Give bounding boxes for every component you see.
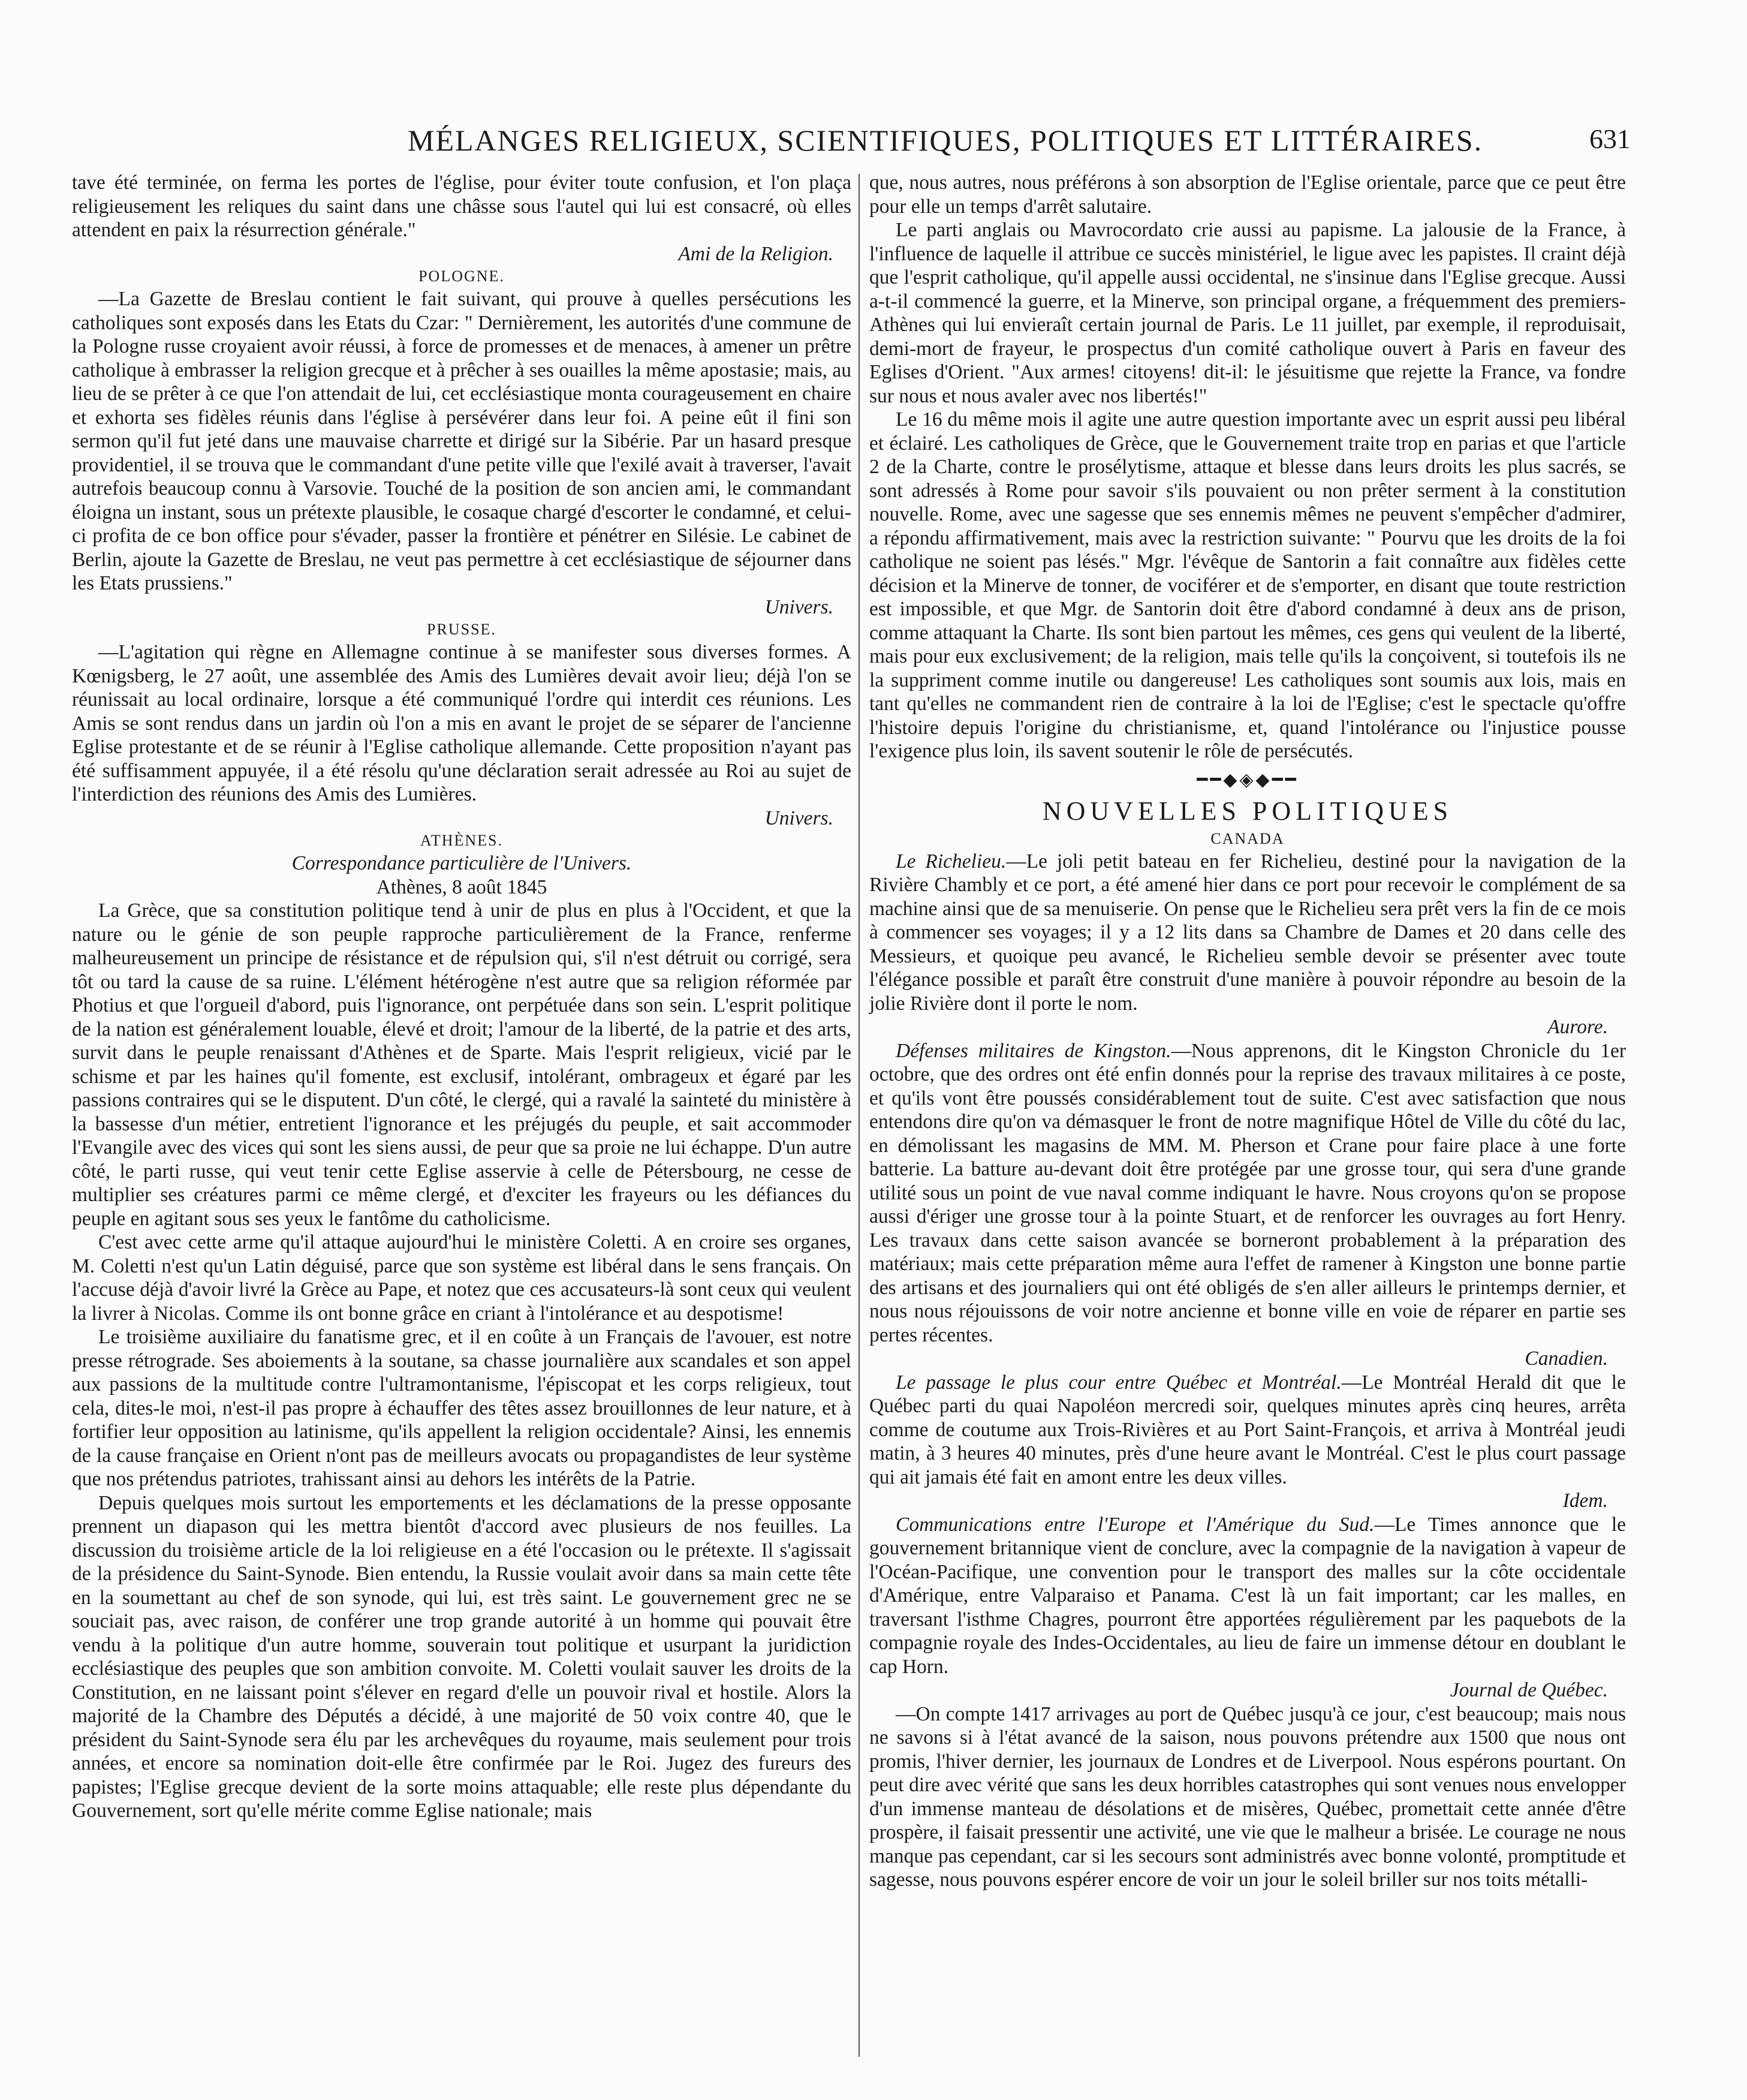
article-paragraph: —La Gazette de Breslau contient le fait suivant, qui prouve à quelles persécutions les catholiques sont exposés dans les Etats du Czar: " Dernièrement, les autorités d'une commune de la Pologne russe croyaient avoir réussi, à force de promesses et de menaces, à amener un prêtre catholique à embrasser la religion grecque et à prêcher à ses ouailles la même apostasie; mais, au lieu de se prêter à ce que l'on attendait de lui, cet ecclésiastique monta courageusement en chaire et exhorta ses fidèles réunis dans l'église à persévérer dans leur foi. A peine eût il fini son sermon qu'il fut jeté dans une mauvaise charrette et dirigé sur la Sibérie. Par un hasard presque providentiel, il se trouva que le commandant d'une petite ville que l'exilé avait à traverser, l'avait autrefois beaucoup connu à Varsovie. Touché de la position de son ancien ami, le commandant éloigna un instant, sous un prétexte plausible, le cosaque chargé d'escorter le condamné, et celui-ci profita de ce bon office pour s'évader, passer la frontière et pénétrer en Silésie. Le cabinet de Berlin, ajoute la Gazette de Breslau, ne veut pas permettre à cet ecclésiastique de séjourner dans les Etats prussiens." [72, 288, 851, 594]
source-credit: Idem. [1562, 1490, 1608, 1512]
section-heading-athenes: ATHÈNES. [420, 832, 504, 849]
source-credit: Univers. [764, 595, 833, 618]
article-body: —Nous apprenons, dit le Kingston Chronicle du 1er octobre, que des ordres ont été enfin donnés pour la reprise des travaux militaires à ce poste, et qu'ils vont être poussés considérablement tout de suite. C'est avec satisfaction que nous entendons dire qu'on va démasquer le front de notre magnifique Hôtel de Ville du côté du lac, en démolissant les magasins de MM. M. Pherson et Crane pour faire place à une forte batterie. La batture au-devant doit être protégée par une grosse tour, qui sera d'une grande utilité sous un point de vue naval comme indiquant le havre. Nous croyons qu'on se propose aussi d'ériger une grosse tour à la pointe Stuart, et de renforcer les ouvrages au fort Henry. Les travaux dans cette saison avancée se borneront probablement à la préparation des matériaux; mais cette préparation même aura l'effet de ramener à Kingston une bonne partie des artisans et des journaliers qui ont été obligés de s'en aller ailleurs le printemps dernier, et nous nous réjouissons de voir notre ancienne et bonne ville en voie de réparer en partie ses pertes récentes. [869, 1039, 1626, 1346]
article-paragraph: La Grèce, que sa constitution politique tend à unir de plus en plus à l'Occident, et que la nature ou le génie de son peuple rapproche particulièrement de la France, renferme malheureusement un principe de résistance et de répulsion qui, s'il n'est détruit ou corrigé, sera tôt ou tard la cause de sa ruine. L'élément hétérogène n'est autre que sa religion réformée par Photius et que l'orgueil d'abord, puis l'ignorance, ont perpétuée dans son sein. L'esprit politique de la nation est généralement louable, élevé et droit; l'amour de la liberté, de la patrie et des arts, survit dans le peuple renaissant d'Athènes et de Sparte. Mais l'esprit religieux, vicié par le schisme et par les haines qu'il fomente, est exclusif, intolérant, ombrageux et égaré par les passions contraires qui se le disputent. D'un côté, le clergé, qui a ravalé la sainteté du ministère à la bassesse d'un métier, entretient l'ignorance et les préjugés du peuple, et sait accommoder l'Evangile avec des vices qui sont les siens aussi, de peur que sa proie ne lui échappe. D'un autre côté, le parti russe, qui veut tenir cette Eglise asservie à celle de Pétersbourg, ne cesse de multiplier ses créatures parmi ce même clergé, et d'exciter les frayeurs ou les défiances du peuple en agitant sous ses yeux le fantôme du catholicisme. [72, 899, 851, 1230]
article-paragraph [869, 1039, 1626, 1347]
article-headline: Défenses militaires de Kingston. [896, 1039, 1171, 1062]
dateline: Athènes, 8 août 1845 [376, 875, 547, 898]
section-heading-canada: CANADA [1210, 829, 1285, 847]
page-number: 631 [1589, 124, 1631, 154]
section-heading-prusse: PRUSSE. [427, 621, 496, 638]
article-paragraph: que, nous autres, nous préférons à son absorption de l'Eglise orientale, parce que ce peut être pour elle un temps d'arrêt salutaire. [869, 172, 1626, 218]
article-paragraph [869, 1513, 1626, 1679]
source-credit: Canadien. [1525, 1347, 1608, 1370]
left-column [72, 171, 851, 1823]
article-body: —Le joli petit bateau en fer Richelieu, destiné pour la navigation de la Rivière Chambly et ce port, a été amené hier dans ce port pour recevoir le complément de sa machine ainsi que de sa menuiserie. On pense que le Richelieu sera prêt vers la fin de ce mois à commencer ses voyages; il y a 12 lits dans sa Chambre de Dames et 20 dans celle des Messieurs, et quoique peu avancé, le Richelieu semble devoir se présenter avec toute l'élégance possible et paraît être construit d'une manière à pouvoir répondre au besoin de la jolie Rivière dont il porte le nom. [869, 850, 1626, 1015]
running-title: MÉLANGES RELIGIEUX, SCIENTIFIQUES, POLITIQUES ET LITTÉRAIRES. [408, 124, 1483, 157]
column-rule [859, 174, 860, 2057]
article-paragraph: Depuis quelques mois surtout les emportements et les déclamations de la presse opposante prennent un diapason qui les mettra bientôt d'accord avec plusieurs de nos feuilles. La discussion du troisième article de la loi religieuse en a été l'occasion ou le prétexte. Il s'agissait de la présidence du Saint-Synode. Bien entendu, la Russie voulait avoir dans sa main cette tête en la soumettant au chef de son synode, qui lui, est très saint. Le gouvernement grec ne se souciait pas, avec raison, de conférer une trop grande autorité à un homme qui pouvait être vendu à la politique d'un autre homme, souverain tout politique et usurpant la juridiction ecclésiastique des peuples que son ambition convoite. M. Coletti voulait sauver les droits de la Constitution, en ne laissant point s'élever en regard d'elle un pouvoir rival et hostile. Alors la majorité de la Chambre des Députés a décidé, à une majorité de 50 voix contre 40, que le président du Saint-Synode sera élu par les archevêques du royaume, mais seulement pour trois années, et encore sa nomination doit-elle être confirmée par le Roi. Jugez des fureurs des papistes; l'Eglise grecque devient de la sorte moins attaquable; elle reste plus dépendante du Gouvernement, sort qu'elle mérite comme Eglise nationale; mais [72, 1491, 851, 1822]
article-paragraph: Le troisième auxiliaire du fanatisme grec, et il en coûte à un Français de l'avouer, est notre presse rétrograde. Ses aboiements à la soutane, sa chasse journalière aux scandales et son appel aux passions de la multitude contre l'ultramontanisme, l'épiscopat et les corps religieux, tout cela, dites-le moi, n'est-il pas propre à échauffer des têtes assez brouillonnes de leur nature, et à fortifier leur opposition au latinisme, qu'ils appellent la religion occidentale? Ainsi, les ennemis de la cause française en Orient n'ont pas de meilleurs avocats ou propagandistes de leur système que nos prétendus patriotes, trahissant ainsi au dehors les intérêts de la Patrie. [72, 1326, 851, 1490]
section-heading-nouvelles: NOUVELLES POLITIQUES [1042, 796, 1453, 826]
page-header [72, 123, 1631, 165]
article-headline: Le Richelieu. [896, 850, 1007, 873]
article-paragraph: Le parti anglais ou Mavrocordato crie aussi au papisme. La jalousie de la France, à l'influence de laquelle il attribue ce succès ministériel, le ligue avec les papistes. Il craint déjà que l'esprit catholique, qu'il appelle aussi occidental, ne s'insinue dans l'Eglise grecque. Aussi a-t-il commencé la guerre, et la Minerve, son principal organe, a fréquemment des premiers-Athènes qui lui envieraît certain journal de Paris. Le 11 juillet, par exemple, il reproduisait, demi-mort de frayeur, le prospectus d'un comité catholique ouvert à Paris en faveur des Eglises d'Orient. "Aux armes! citoyens! dit-il: le jésuitisme que rejette la France, va fondre sur nous et nous avaler avec nos libertés!" [869, 219, 1626, 407]
article-paragraph: tave été terminée, on ferma les portes de l'église, pour éviter toute confusion, et l'on plaça religieusement les reliques du saint dans une châsse sous l'autel qui lui est consacré, où elles attendent en paix la résurrection générale." [72, 172, 851, 241]
correspondence-subtitle: Correspondance particulière de l'Univers. [291, 852, 632, 874]
source-credit: Ami de la Religion. [678, 242, 833, 265]
article-body: —Le Montréal Herald dit que le Québec parti du quai Napoléon mercredi soir, quelques minutes après cinq heures, arrêta comme de coutume aux Trois-Rivières et au Port Saint-François, et arriva à Montréal jeudi matin, à 3 heures 40 minutes, près d'une heure avant le Montréal. C'est le plus court passage qui ait jamais été fait en amont entre les deux villes. [869, 1371, 1626, 1488]
article-headline: Le passage le plus cour entre Québec et Montréal. [896, 1371, 1342, 1394]
article-paragraph: —L'agitation qui règne en Allemagne continue à se manifester sous diverses formes. A Kœnigsberg, le 27 août, une assemblée des Amis des Lumières devait avoir lieu; déjà l'on se réunissait au local ordinaire, lorsque a été communiqué l'ordre qui interdit ces réunions. Les Amis se sont rendus dans un jardin où l'on a mis en avant le projet de se séparer de l'ancienne Eglise protestante et de se réunir à l'Eglise catholique allemande. Cette proposition n'ayant pas été suffisamment appuyée, il a été résolu qu'une déclaration serait adressée au Roi au sujet de l'interdiction des réunions des Amis des Lumières. [72, 641, 851, 805]
right-column [869, 171, 1626, 1892]
article-body: —Le Times annonce que le gouvernement britannique vient de conclure, avec la compagnie de la navigation à vapeur de l'Océan-Pacifique, une convention pour le transport des malles sur la côte occidentale d'Amérique, entre Valparaiso et Panama. C'est là un fait important; car les malles, en traversant l'isthme Chagres, pourront être apportées régulièrement par les paquebots de la compagnie royale des Indes-Occidentales, au lieu de faire un immense détour en doublant le cap Horn. [869, 1513, 1626, 1678]
article-headline: Communications entre l'Europe et l'Amérique du Sud. [896, 1513, 1375, 1536]
article-paragraph [869, 1371, 1626, 1490]
article-paragraph: —On compte 1417 arrivages au port de Québec jusqu'à ce jour, c'est beaucoup; mais nous ne savons si à l'état avancé de la saison, nous pouvons prétendre aux 1500 que nous ont promis, l'hiver dernier, les journaux de Londres et de Liverpool. Nous espérons pourtant. On peut dire avec vérité que sans les deux horribles catastrophes qui sont venues nous envelopper d'un immense manteau de désolations et de misères, Québec, promettait cette année d'être prospère, il faisait pressentir une activité, une vie que le malheur a brisée. Le courage ne nous manque pas cependant, car si les secours sont administrés avec bonne volonté, promptitude et sagesse, nous pouvons espérer encore de voir un jour le soleil briller sur nos toits métalli- [869, 1702, 1626, 1891]
section-heading-pologne: POLOGNE. [418, 267, 505, 285]
article-paragraph: Le 16 du même mois il agite une autre question importante avec un esprit aussi peu libéral et éclairé. Les catholiques de Grèce, que le Gouvernement traite trop en parias et que l'article 2 de la Charte, contre le prosélytisme, attaque et blesse dans leurs droits les plus sacrés, se sont adressés à Rome pour savoir s'ils pouvaient ou non prêter serment à la constitution nouvelle. Rome, avec une sagesse que ses ennemis mêmes ne peuvent s'empêcher d'admirer, a répondu affirmativement, mais avec la restriction suivante: " Pourvu que les droits de la foi catholique ne soient pas lésés." Mgr. l'évêque de Santorin a fait connaître aux fidèles cette décision et la Minerve de tonner, de vociférer et de s'emporter, en disant que toute restriction est impossible, et que Mgr. de Santorin doit être d'abord condamné à deux ans de prison, comme attaquant la Charte. Ils sont bien partout les mêmes, ces gens qui veulent de la liberté, mais pour eux exclusivement; de la religion, mais telle qu'ils la conçoivent, si toutefois ils ne la suppriment comme inutile ou dangereuse! Les catholiques sont soumis aux lois, mais en tant qu'elles ne commandent rien de contraire à la loi de l'Eglise; c'est le spectacle qu'offre l'histoire depuis l'origine du christianisme, et, quand l'intolérance ou l'injustice pousse l'exigence plus loin, ils savent soutenir le rôle de persécutés. [869, 408, 1626, 762]
source-credit: Journal de Québec. [1450, 1679, 1608, 1701]
ornament-divider: ━━◆◈◆━━ [1197, 769, 1299, 790]
article-paragraph: C'est avec cette arme qu'il attaque aujourd'hui le ministère Coletti. A en croire ses organes, M. Coletti n'est qu'un Latin déguisé, parce que son système est libéral dans le sens français. On l'accuse déjà d'avoir livré la Grèce au Pape, et notez que ces accusateurs-là sont ceux qui veulent la livrer à Nicolas. Comme ils ont bonne grâce en criant à l'intolérance et au despotisme! [72, 1231, 851, 1325]
article-paragraph [869, 850, 1626, 1016]
source-credit: Aurore. [1547, 1016, 1608, 1038]
source-credit: Univers. [764, 807, 833, 829]
